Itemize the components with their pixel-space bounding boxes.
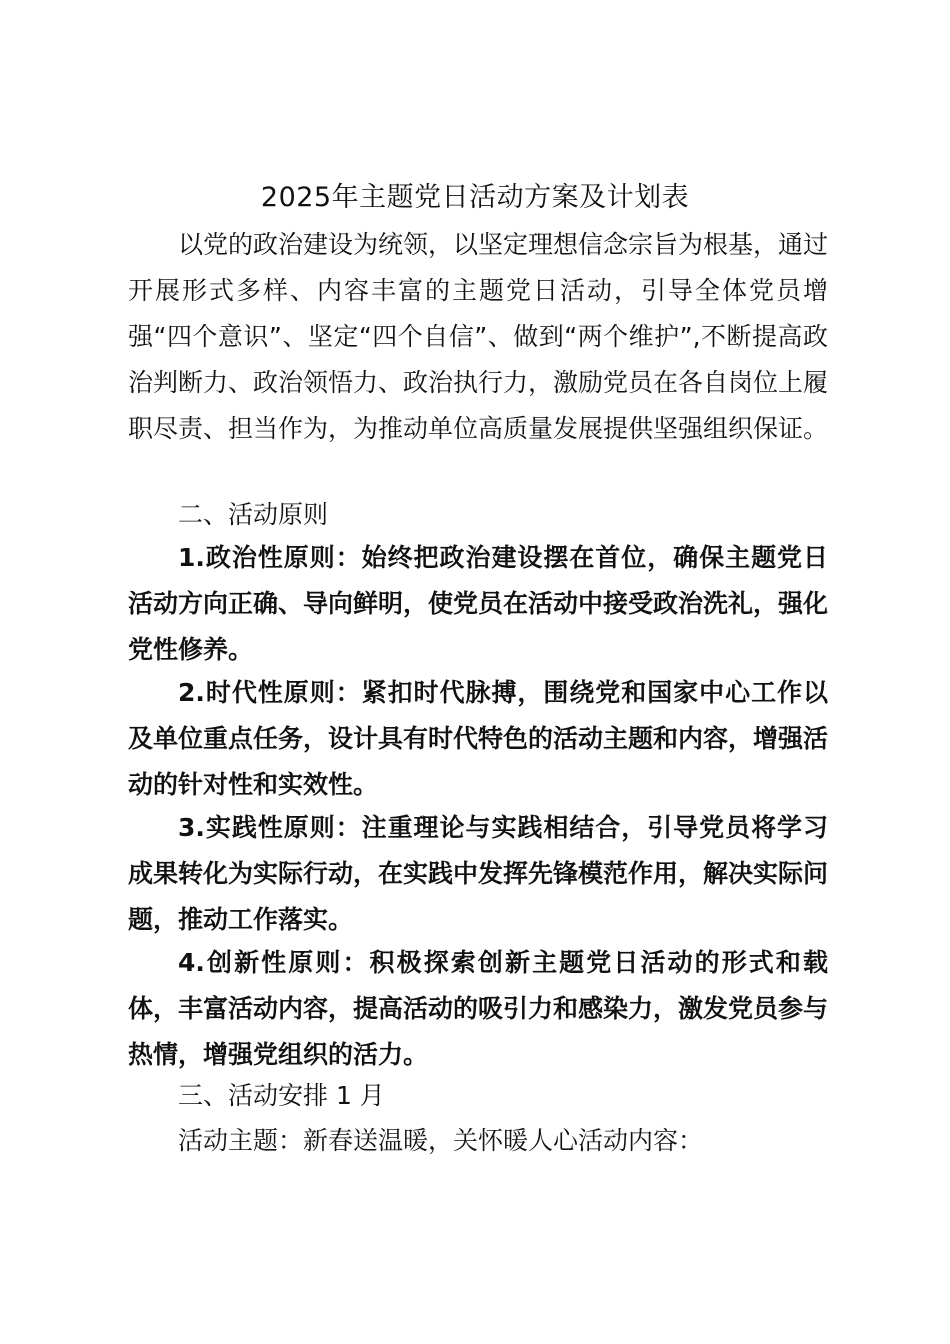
document-title: 2025年主题党日活动方案及计划表: [260, 182, 690, 213]
section-heading-schedule: 三、活动安排 1 月: [178, 1081, 385, 1110]
section-heading-principles: 二、活动原则: [178, 500, 329, 529]
principle-political: 1.政治性原则：始终把政治建设摆在首位，确保主题党日活动方向正确、导向鲜明，使党员在活动中接受政治洗礼，强化党性修养。: [128, 543, 829, 664]
intro-paragraph: 以党的政治建设为统领，以坚定理想信念宗旨为根基，通过开展形式多样、内容丰富的主题党日活动，引导全体党员增强“四个意识”、坚定“四个自信”、做到“两个维护”,不断提高政治判断力、政治领悟力、政治执行力，激励党员在各自岗位上履职尽责、担当作为，为推动单位高质量发展提供坚强组织保证。: [128, 230, 829, 443]
principle-timeliness: 2.时代性原则：紧扣时代脉搏，围绕党和国家中心工作以及单位重点任务，设计具有时代特色的活动主题和内容，增强活动的针对性和实效性。: [128, 678, 829, 799]
principle-innovation: 4.创新性原则：积极探索创新主题党日活动的形式和载体，丰富活动内容，提高活动的吸引力和感染力，激发党员参与热情，增强党组织的活力。: [128, 948, 829, 1069]
january-theme: 活动主题：新春送温暖，关怀暖人心活动内容：: [178, 1126, 704, 1155]
principle-practice: 3.实践性原则：注重理论与实践相结合，引导党员将学习成果转化为实际行动，在实践中发挥先锋模范作用，解决实际问题，推动工作落实。: [128, 813, 829, 934]
